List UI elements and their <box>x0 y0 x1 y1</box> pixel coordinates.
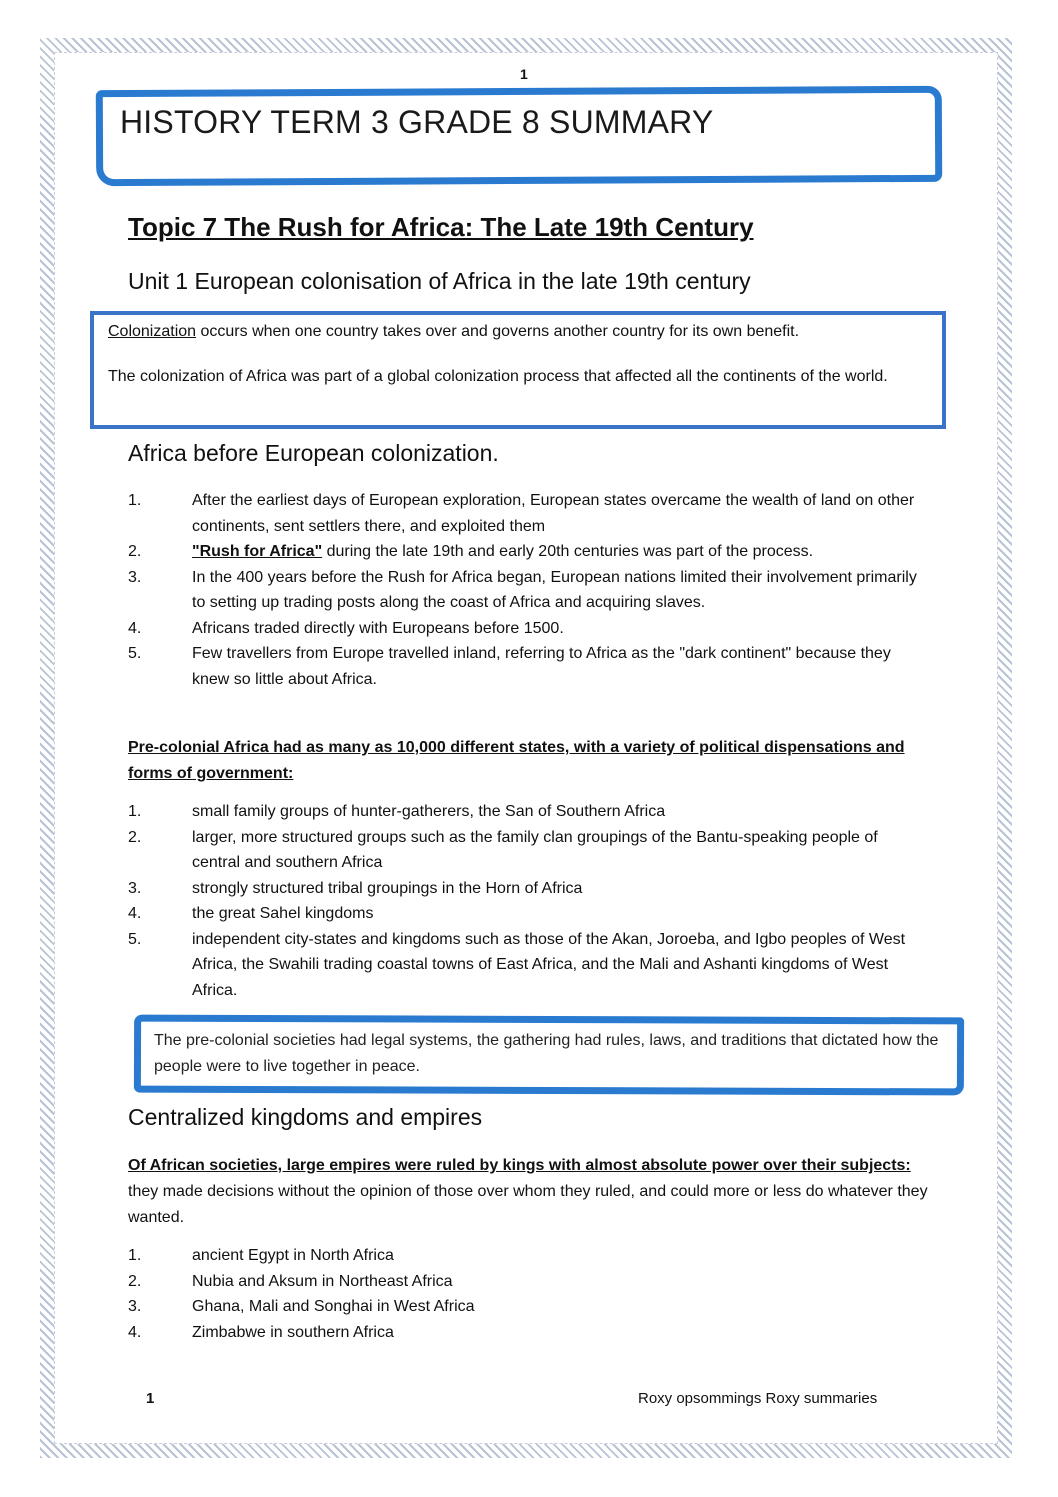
before-colonization-list <box>128 488 928 692</box>
definition-text: occurs when one country takes over and governs another country for its own benefit. <box>196 323 800 340</box>
document-title: HISTORY TERM 3 GRADE 8 SUMMARY <box>120 104 714 140</box>
definition-paragraph: The colonization of Africa was part of a global colonization process that affected all the continents of the world. <box>108 368 888 385</box>
list-item: 4. Africans traded directly with Europeans before 1500. <box>128 619 564 637</box>
list-item: 2. larger, more structured groups such as the family clan groupings of the Bantu-speaking people of central and southern Africa <box>128 828 878 871</box>
definition-term: Colonization <box>108 323 197 340</box>
top-page-number: 1 <box>520 66 528 82</box>
pre-colonial-heading: Pre-colonial Africa had as many as 10,000 different states, with a variety of political dispensations and forms of government: <box>128 739 905 782</box>
list-item: 4. Zimbabwe in southern Africa <box>128 1323 394 1341</box>
list-item: 3. Ghana, Mali and Songhai in West Africa <box>128 1298 475 1315</box>
list-item: 5. Few travellers from Europe travelled inland, referring to Africa as the "dark continent" because they knew so little about Africa. <box>128 645 891 688</box>
legal-systems-note: The pre-colonial societies had legal systems, the gathering had rules, laws, and traditions that dictated how the people were to live together in peace. <box>154 1032 939 1075</box>
definition-line <box>108 323 799 341</box>
list-item: 2. "Rush for Africa" during the late 19th and early 20th centuries was part of the process. <box>128 543 814 560</box>
list-item: 1. small family groups of hunter-gatherers, the San of Southern Africa <box>128 803 666 820</box>
list-item: 4. the great Sahel kingdoms <box>128 905 374 922</box>
list-item: 3. In the 400 years before the Rush for Africa began, European nations limited their involvement primarily to setting up trading posts along the coast of Africa and acquiring slaves. <box>128 568 917 611</box>
footer-page-number: 1 <box>146 1390 155 1407</box>
section-title-before-colonization: Africa before European colonization. <box>128 440 499 466</box>
footer-credit: Roxy opsommings Roxy summaries <box>638 1390 878 1407</box>
topic-title: Topic 7 The Rush for Africa: The Late 19th Century <box>128 212 754 242</box>
list-item: 5. independent city-states and kingdoms such as those of the Akan, Joroeba, and Igbo peoples of West Africa, the Swahili trading coastal towns of East Africa, and the Mali and Ashanti kingdoms of West Africa. <box>128 930 906 999</box>
empires-paragraph <box>128 1153 928 1231</box>
pre-colonial-list <box>128 799 928 1003</box>
unit-title: Unit 1 European colonisation of Africa in the late 19th century <box>128 268 751 294</box>
empires-lead: Of African societies, large empires were ruled by kings with almost absolute power over their subjects: <box>128 1157 911 1174</box>
list-item: 3. strongly structured tribal groupings in the Horn of Africa <box>128 879 583 897</box>
list-item: 1. After the earliest days of European exploration, European states overcame the wealth of land on other continents, sent settlers there, and exploited them <box>128 492 915 535</box>
list-item: 2. Nubia and Aksum in Northeast Africa <box>128 1272 453 1290</box>
section-title-centralized-kingdoms: Centralized kingdoms and empires <box>128 1104 483 1130</box>
empires-list <box>128 1243 928 1345</box>
empires-lead-rest: they made decisions without the opinion of those over whom they ruled, and could more or less do whatever they wanted. <box>128 1183 928 1226</box>
list-item: 1. ancient Egypt in North Africa <box>128 1247 394 1264</box>
rush-for-africa-highlight: "Rush for Africa" <box>192 543 323 560</box>
